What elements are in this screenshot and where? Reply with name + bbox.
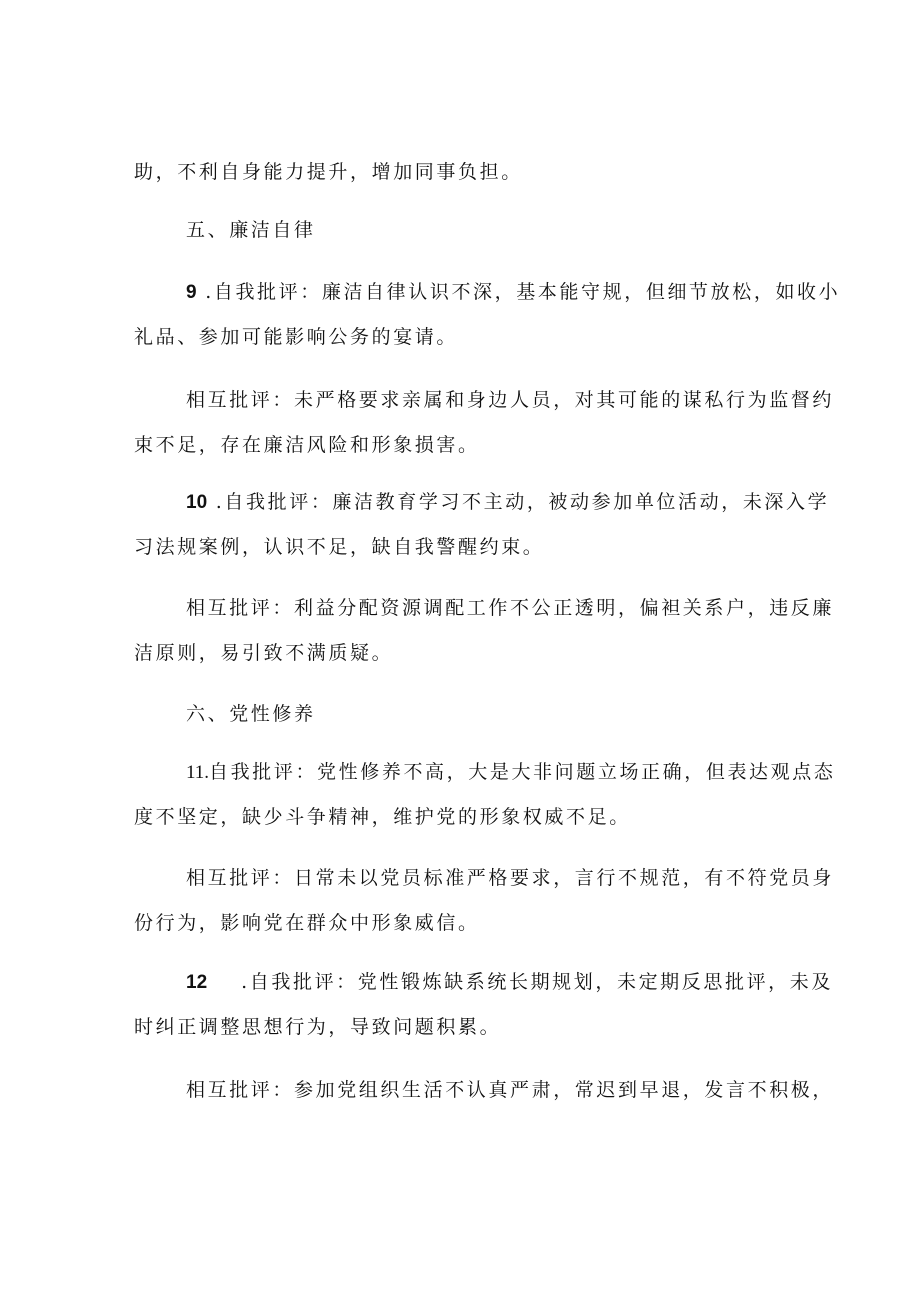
- text-line: 相互批评：利益分配资源调配工作不公正透明，偏袒关系户，违反廉: [186, 597, 835, 619]
- text-line: 相互批评：未严格要求亲属和身边人员，对其可能的谋私行为监督约: [186, 389, 835, 411]
- text-line: 束不足，存在廉洁风险和形象损害。: [134, 434, 480, 456]
- text-line: 礼品、参加可能影响公务的宴请。: [134, 326, 459, 348]
- text-line: [134, 960, 833, 1005]
- text-line: 洁原则，易引致不满质疑。: [134, 642, 394, 664]
- text-line: [134, 480, 830, 525]
- item-10-self-criticism: [134, 480, 830, 570]
- text-line: 相互批评：参加党组织生活不认真严肃，常迟到早退，发言不积极，: [186, 1079, 835, 1101]
- text-line: 份行为，影响党在群众中形象威信。: [134, 912, 480, 934]
- section-heading-text: 五、廉洁自律: [186, 219, 316, 241]
- paragraph-continuation: [134, 150, 794, 195]
- text-line: 时纠正调整思想行为，导致问题积累。: [134, 1016, 502, 1038]
- mutual-criticism-paragraph: [134, 378, 835, 468]
- mutual-criticism-paragraph: [134, 586, 835, 676]
- text-fragment: 自我批评：党性修养不高，大是大非问题立场正确，但表达观点态: [209, 761, 836, 783]
- text-line: [134, 270, 841, 315]
- text-line: [134, 750, 836, 795]
- text-line: 相互批评：日常未以党员标准严格要求，言行不规范，有不符党员身: [186, 867, 835, 889]
- item-12-self-criticism: [134, 960, 833, 1050]
- mutual-criticism-paragraph: [134, 1068, 835, 1113]
- item-9-self-criticism: [134, 270, 841, 360]
- item-number: 9: [186, 282, 197, 303]
- mutual-criticism-paragraph: [134, 856, 835, 946]
- text-line: 助，不利自身能力提升，增加同事负担。: [134, 161, 523, 183]
- section-heading-6: [134, 692, 794, 737]
- text-fragment: .自我批评：廉洁自律认识不深，基本能守规，但细节放松，如收小: [196, 281, 841, 303]
- text-fragment: .自我批评：党性锻炼缺系统长期规划，未定期反思批评，未及: [241, 971, 833, 993]
- item-number: 11.: [186, 762, 210, 783]
- item-number: 12: [186, 972, 208, 993]
- section-heading-5: [134, 208, 794, 253]
- item-number: 10: [186, 492, 208, 513]
- section-heading-text: 六、党性修养: [186, 703, 316, 725]
- text-line: 习法规案例，认识不足，缺自我警醒约束。: [134, 536, 545, 558]
- text-line: 度不坚定，缺少斗争精神，维护党的形象权威不足。: [134, 806, 631, 828]
- item-11-self-criticism: [134, 750, 836, 840]
- text-fragment: .自我批评：廉洁教育学习不主动，被动参加单位活动，未深入学: [207, 491, 830, 513]
